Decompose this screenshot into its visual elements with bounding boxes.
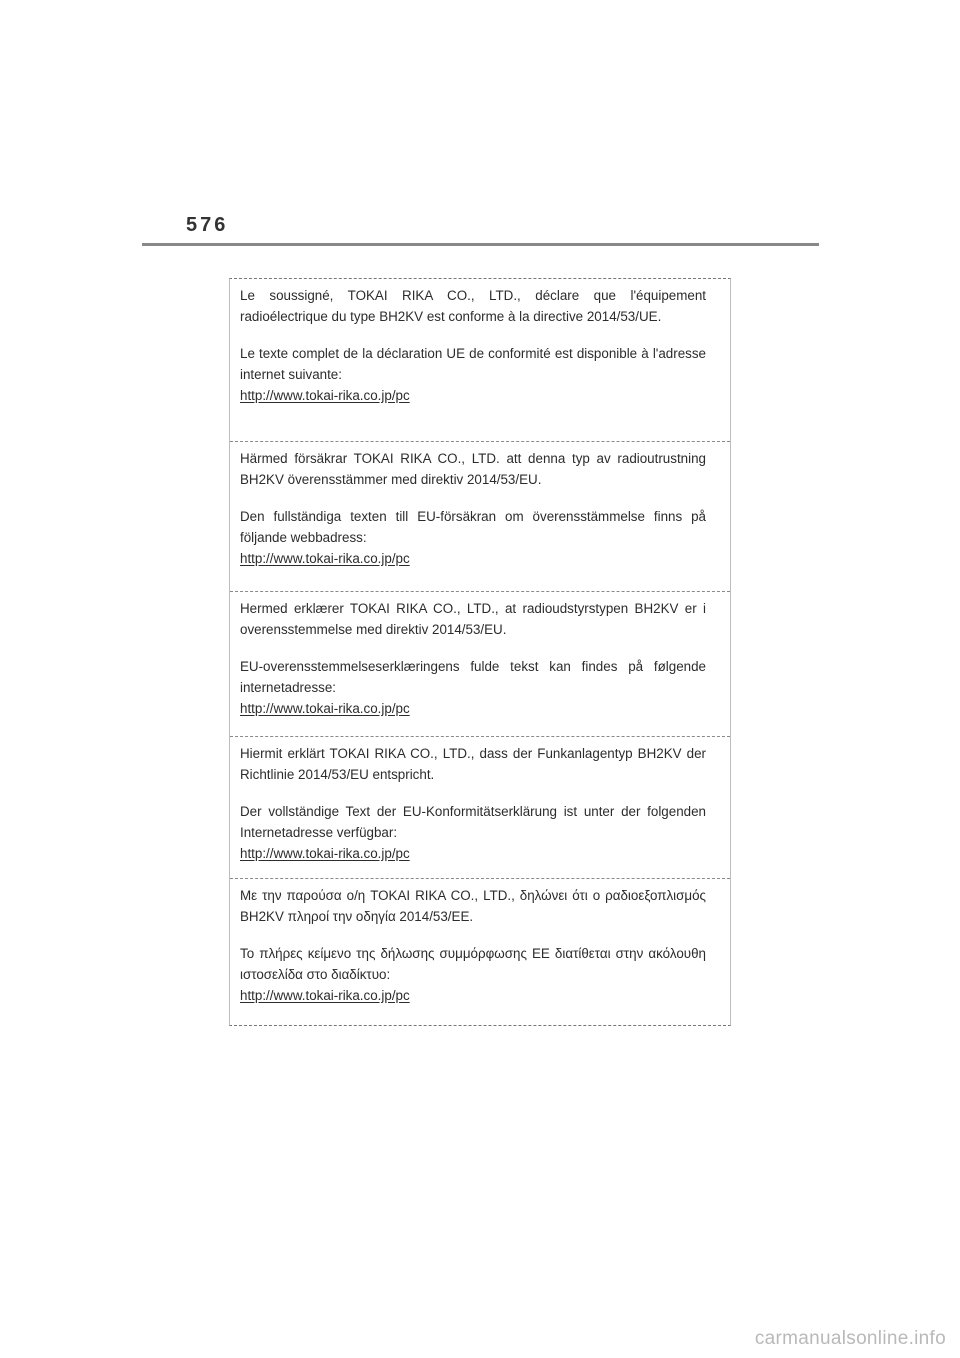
statement-text: Härmed försäkrar TOKAI RIKA CO., LTD. att denna typ av radioutrustning BH2KV överensstämmer med direktiv 2014/53/EU. [240, 451, 706, 487]
header-rule [142, 243, 819, 246]
availability-sentence: Το πλήρες κείμενο της δήλωσης συμμόρφωσης ΕΕ διατίθεται στην ακόλουθη ιστοσελίδα στο διαδίκτυο: [240, 946, 706, 982]
availability-sentence: Der vollständige Text der EU-Konformitätserklärung ist unter der folgenden Internetadresse verfügbar: [240, 804, 706, 840]
declaration-german [230, 736, 730, 878]
declaration-swedish [230, 441, 730, 591]
availability-sentence: Le texte complet de la déclaration UE de conformité est disponible à l'adresse internet suivante: [240, 346, 706, 382]
footer-watermark: carmanualsonline.info [754, 1328, 946, 1349]
declaration-url-link[interactable]: http://www.tokai-rika.co.jp/pc [240, 846, 410, 861]
declaration-url-link[interactable]: http://www.tokai-rika.co.jp/pc [240, 701, 410, 716]
availability-text [240, 656, 706, 719]
availability-sentence: EU-overensstemmelseserklæringens fulde tekst kan findes på følgende internetadresse: [240, 659, 706, 695]
statement-text: Hermed erklærer TOKAI RIKA CO., LTD., at radioudstyrstypen BH2KV er i overensstemmelse med direktiv 2014/53/EU. [240, 601, 706, 637]
declaration-url-link[interactable]: http://www.tokai-rika.co.jp/pc [240, 988, 410, 1003]
statement-text: Le soussigné, TOKAI RIKA CO., LTD., déclare que l'équipement radioélectrique du type BH2KV est conforme à la directive 2014/53/UE. [240, 288, 706, 324]
declaration-url-link[interactable]: http://www.tokai-rika.co.jp/pc [240, 388, 410, 403]
declaration-box [229, 278, 731, 1026]
page-number: 576 [186, 214, 229, 236]
declaration-greek [230, 878, 730, 1025]
availability-sentence: Den fullständiga texten till EU-försäkran om överensstämmelse finns på följande webbadress: [240, 509, 706, 545]
declaration-url-link[interactable]: http://www.tokai-rika.co.jp/pc [240, 551, 410, 566]
declaration-french [230, 279, 730, 441]
declaration-danish [230, 591, 730, 736]
availability-text [240, 343, 706, 406]
availability-text [240, 943, 706, 1006]
statement-text: Hiermit erklärt TOKAI RIKA CO., LTD., dass der Funkanlagentyp BH2KV der Richtlinie 2014/53/EU entspricht. [240, 746, 706, 782]
statement-text: Με την παρούσα ο/η TOKAI RIKA CO., LTD., δηλώνει ότι ο ραδιοεξοπλισμός BH2KV πληροί την οδηγία 2014/53/ΕΕ. [240, 888, 706, 924]
availability-text [240, 801, 706, 864]
availability-text [240, 506, 706, 569]
